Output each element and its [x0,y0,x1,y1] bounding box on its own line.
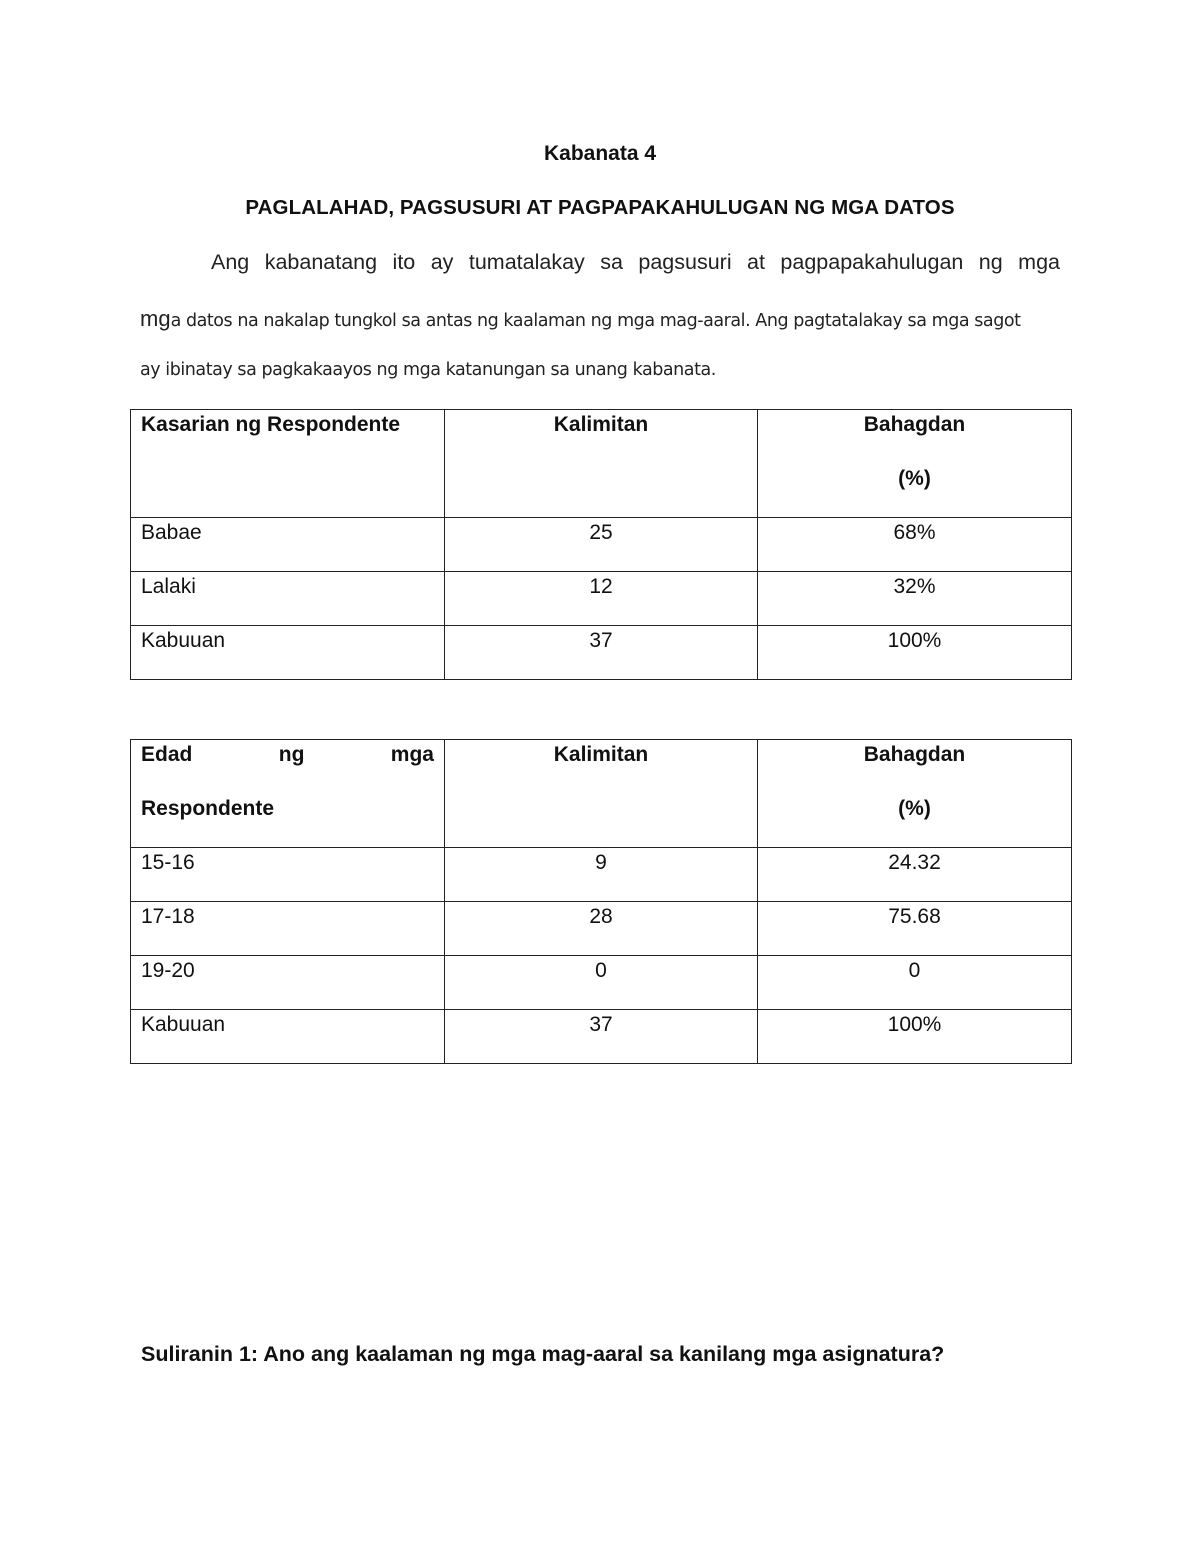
gender-cell-frequency: 25 [445,518,758,572]
gender-cell-percent: 68% [758,518,1072,572]
gender-cell-percent: 100% [758,626,1072,680]
age-cell-percent: 0 [758,956,1072,1010]
age-cell-label: 19-20 [131,956,445,1010]
chapter-heading: Kabanata 4 [543,142,657,165]
gender-header-percent-line1: Bahagdan [863,413,966,436]
table-row [131,518,1072,572]
intro-paragraph-line-2-rest: a datos na nakalap tungkol sa antas ng kaalaman ng mga mag-aaral. Ang pagtatalakay sa mga sagot [170,311,1021,331]
table-row [131,848,1072,902]
table-row [131,902,1072,956]
gender-cell-frequency: 12 [445,572,758,626]
age-table-header-row [131,740,1072,848]
age-cell-percent: 100% [758,1010,1072,1064]
research-question: Suliranin 1: Ano ang kaalaman ng mga mag-aaral sa kanilang mga asignatura? [141,1342,945,1366]
age-cell-frequency: 0 [445,956,758,1010]
age-cell-percent: 75.68 [758,902,1072,956]
age-header-age-line1: Edad ng mga [141,743,434,766]
age-table [130,739,1072,1064]
table-row [131,572,1072,626]
table-row [131,956,1072,1010]
gender-cell-frequency: 37 [445,626,758,680]
age-header-percent-line1: Bahagdan [863,743,966,766]
gender-cell-label: Lalaki [131,572,445,626]
intro-paragraph-line-2 [140,306,1058,332]
gender-table-header-row [131,410,1072,518]
gender-cell-label: Babae [131,518,445,572]
gender-header-percent-line2: (%) [898,467,931,490]
table-row [131,626,1072,680]
age-cell-label: Kabuuan [131,1010,445,1064]
age-cell-label: 15-16 [131,848,445,902]
age-cell-frequency: 9 [445,848,758,902]
gender-header-sex: Kasarian ng Respondente [131,410,445,518]
gender-table [130,409,1072,680]
age-header-percent-line2: (%) [898,797,931,820]
chapter-title: PAGLALAHAD, PAGSUSURI AT PAGPAPAKAHULUGAN NG MGA DATOS [245,196,955,219]
gender-header-percent [758,410,1072,518]
age-cell-label: 17-18 [131,902,445,956]
age-cell-frequency: 37 [445,1010,758,1064]
age-cell-percent: 24.32 [758,848,1072,902]
age-header-percent [758,740,1072,848]
age-cell-frequency: 28 [445,902,758,956]
intro-paragraph-line-1: Ang kabanatang ito ay tumatalakay sa pagsusuri at pagpapakahulugan ng mga [211,250,1060,274]
intro-paragraph-line-3: ay ibinatay sa pagkakaayos ng mga katanungan sa unang kabanata. [140,360,716,380]
age-header-age [131,740,445,848]
gender-cell-label: Kabuuan [131,626,445,680]
gender-header-frequency: Kalimitan [445,410,758,518]
age-header-age-line2: Respondente [141,797,275,820]
intro-paragraph-line-2-lead: mg [140,306,171,331]
age-header-frequency: Kalimitan [445,740,758,848]
gender-cell-percent: 32% [758,572,1072,626]
table-row [131,1010,1072,1064]
